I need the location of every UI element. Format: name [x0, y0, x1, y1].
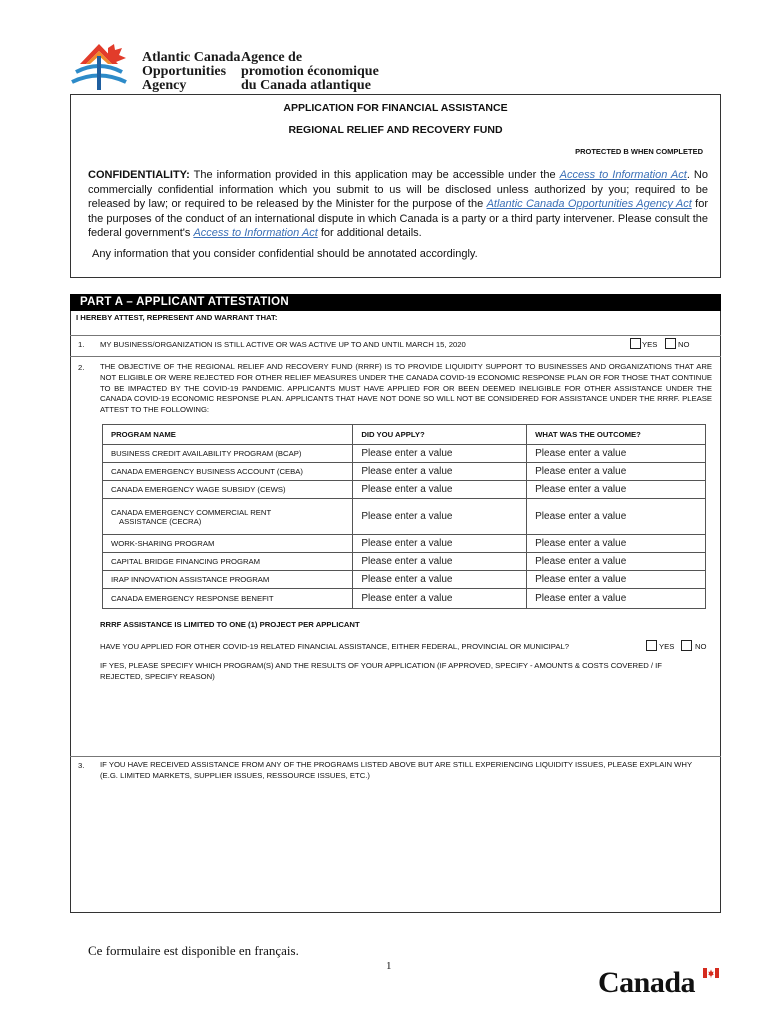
applied-field[interactable]: Please enter a value — [353, 571, 527, 589]
outcome-field[interactable]: Please enter a value — [527, 499, 706, 535]
q1-number: 1. — [78, 340, 85, 349]
program-name: CANADA EMERGENCY RESPONSE BENEFIT — [103, 589, 353, 609]
applied-field[interactable]: Please enter a value — [353, 535, 527, 553]
confidentiality-text-3: for the purposes of the conduct of an international dispute in which Canada is a party or a third party intervener. Please consult the federal government's — [88, 198, 708, 239]
table-row — [103, 445, 706, 463]
other-specify-text: IF YES, PLEASE SPECIFY WHICH PROGRAM(S) AND THE RESULTS OF YOUR APPLICATION (IF APPROVED, SPECIFY - AMOUNTS & COSTS COVERED / IF REJECTED, SPECIFY REASON) — [100, 661, 663, 681]
other-no-checkbox[interactable] — [681, 640, 692, 651]
q3-number: 3. — [78, 761, 85, 770]
applied-field[interactable]: Please enter a value — [353, 445, 527, 463]
applied-field[interactable]: Please enter a value — [353, 463, 527, 481]
program-name: IRAP INNOVATION ASSISTANCE PROGRAM — [103, 571, 353, 589]
applied-field[interactable]: Please enter a value — [353, 481, 527, 499]
header-outcome: WHAT WAS THE OUTCOME? — [527, 425, 706, 445]
outcome-field[interactable]: Please enter a value — [527, 589, 706, 609]
q3-text: IF YOU HAVE RECEIVED ASSISTANCE FROM ANY OF THE PROGRAMS LISTED ABOVE BUT ARE STILL EXPERIENCING LIQUIDITY ISSUES, PLEASE EXPLAIN WHY (E.G. LIMITED MARKETS, SUPPLIER ISSUES, RESSOURCE ISSUES, ETC.) — [100, 760, 692, 780]
table-row — [103, 463, 706, 481]
confidentiality-text-1: The information provided in this application may be accessible under the — [193, 169, 556, 181]
outcome-field[interactable]: Please enter a value — [527, 571, 706, 589]
outcome-field[interactable]: Please enter a value — [527, 481, 706, 499]
q1-text: MY BUSINESS/ORGANIZATION IS STILL ACTIVE OR WAS ACTIVE UP TO AND UNTIL MARCH 15, 2020 — [100, 340, 466, 349]
confidential-note: Any information that you consider confidential should be annotated accordingly. — [92, 248, 478, 260]
confidentiality-paragraph — [88, 168, 708, 241]
program-name: CANADA EMERGENCY WAGE SUBSIDY (CEWS) — [103, 481, 353, 499]
divider — [70, 335, 721, 336]
program-name: CANADA EMERGENCY BUSINESS ACCOUNT (CEBA) — [103, 463, 353, 481]
q1-yes-label: YES — [642, 340, 658, 349]
outcome-field[interactable]: Please enter a value — [527, 535, 706, 553]
applied-field[interactable]: Please enter a value — [353, 553, 527, 571]
acoa-logo-icon — [68, 42, 130, 90]
program-name: BUSINESS CREDIT AVAILABILITY PROGRAM (BCAP) — [103, 445, 353, 463]
part-a-heading: PART A – APPLICANT ATTESTATION — [70, 294, 721, 311]
table-row — [103, 589, 706, 609]
table-row — [103, 499, 706, 535]
logo-fr-line: du Canada atlantique — [241, 78, 371, 93]
table-row — [103, 553, 706, 571]
program-name-line: ASSISTANCE (CECRA) — [119, 516, 202, 526]
program-name-line: CANADA EMERGENCY COMMERCIAL RENT — [111, 507, 272, 517]
other-yes-label: YES — [659, 642, 675, 651]
logo-en-line: Atlantic Canada — [142, 50, 241, 65]
divider — [70, 756, 721, 757]
other-specify-input[interactable] — [100, 688, 706, 750]
logo-fr-line: promotion économique — [241, 64, 379, 79]
confidentiality-text-2: . No commercially confidential information which you submit to us will be disclosed unless authorized by you; required to be released by law; or required to be released by the Minister for the purpose of the — [88, 169, 708, 210]
logo-text-en — [142, 51, 240, 93]
logo-en-line: Opportunities — [142, 64, 227, 79]
attest-heading: I HEREBY ATTEST, REPRESENT AND WARRANT THAT: — [76, 313, 278, 322]
q2-text: THE OBJECTIVE OF THE REGIONAL RELIEF AND RECOVERY FUND (RRRF) IS TO PROVIDE LIQUIDITY SUPPORT TO BUSINESSES AND ORGANIZATIONS THAT ARE NOT ELIGIBLE OR WERE REJECTED FOR OTHER RELIEF MEASURES UNDER THE CANADA COVID-19 ECONOMIC RESPONSE PLAN OR FOR THOSE THAT CONTINUE TO BE IMPACTED BY THE COVID-19 PANDEMIC. APPLICANTS MUST HAVE APPLIED FOR OR BEEN DEEMED INELIGIBLE FOR OTHER ASSISTANCE UNDER THE CANADA COVID-19 ECONOMIC RESPONSE PLAN. APPLICANTS THAT HAVE NOT DONE SO WILL NOT BE CONSIDERED FOR ASSISTANCE UNDER THE RRRF. PLEASE ATTEST TO THE FOLLOWING: — [100, 362, 712, 415]
q1-yes-checkbox[interactable] — [630, 338, 641, 349]
outcome-field[interactable]: Please enter a value — [527, 463, 706, 481]
header-program-name: PROGRAM NAME — [103, 425, 353, 445]
logo-en-line: Agency — [142, 78, 187, 93]
confidentiality-label: CONFIDENTIALITY: — [88, 169, 190, 181]
protected-label: PROTECTED B WHEN COMPLETED — [575, 147, 703, 156]
form-title: APPLICATION FOR FINANCIAL ASSISTANCE — [283, 102, 508, 114]
header-did-you-apply: DID YOU APPLY? — [353, 425, 527, 445]
limit-note: RRRF ASSISTANCE IS LIMITED TO ONE (1) PROJECT PER APPLICANT — [100, 620, 360, 629]
canada-wordmark: Canada — [598, 966, 696, 999]
table-row — [103, 535, 706, 553]
q3-input[interactable] — [100, 786, 706, 906]
table-header-row — [103, 425, 706, 445]
other-assistance-question: HAVE YOU APPLIED FOR OTHER COVID-19 RELATED FINANCIAL ASSISTANCE, EITHER FEDERAL, PROVINCIAL OR MUNICIPAL? — [100, 642, 570, 651]
form-subtitle: REGIONAL RELIEF AND RECOVERY FUND — [288, 124, 503, 136]
divider — [70, 356, 721, 357]
table-row — [103, 571, 706, 589]
access-info-act-link-2[interactable]: Access to Information Act — [193, 227, 318, 239]
logo-text-fr — [241, 51, 379, 93]
acoa-act-link[interactable]: Atlantic Canada Opportunities Agency Act — [486, 198, 692, 210]
access-info-act-link[interactable]: Access to Information Act — [559, 169, 687, 181]
applied-field[interactable]: Please enter a value — [353, 499, 527, 535]
program-name: CAPITAL BRIDGE FINANCING PROGRAM — [103, 553, 353, 571]
q2-number: 2. — [78, 363, 85, 372]
outcome-field[interactable]: Please enter a value — [527, 553, 706, 571]
logo-fr-line: Agence de — [241, 50, 303, 65]
french-availability-note: Ce formulaire est disponible en français. — [88, 943, 299, 958]
program-name — [103, 499, 353, 535]
outcome-field[interactable]: Please enter a value — [527, 445, 706, 463]
program-table — [102, 424, 706, 609]
confidentiality-text-4: for additional details. — [320, 227, 422, 239]
canada-flag-icon — [703, 968, 719, 978]
other-yes-checkbox[interactable] — [646, 640, 657, 651]
page-number: 1 — [386, 960, 392, 972]
applied-field[interactable]: Please enter a value — [353, 589, 527, 609]
table-row — [103, 481, 706, 499]
q1-no-label: NO — [678, 340, 690, 349]
q1-no-checkbox[interactable] — [665, 338, 676, 349]
program-name: WORK-SHARING PROGRAM — [103, 535, 353, 553]
other-no-label: NO — [695, 642, 707, 651]
